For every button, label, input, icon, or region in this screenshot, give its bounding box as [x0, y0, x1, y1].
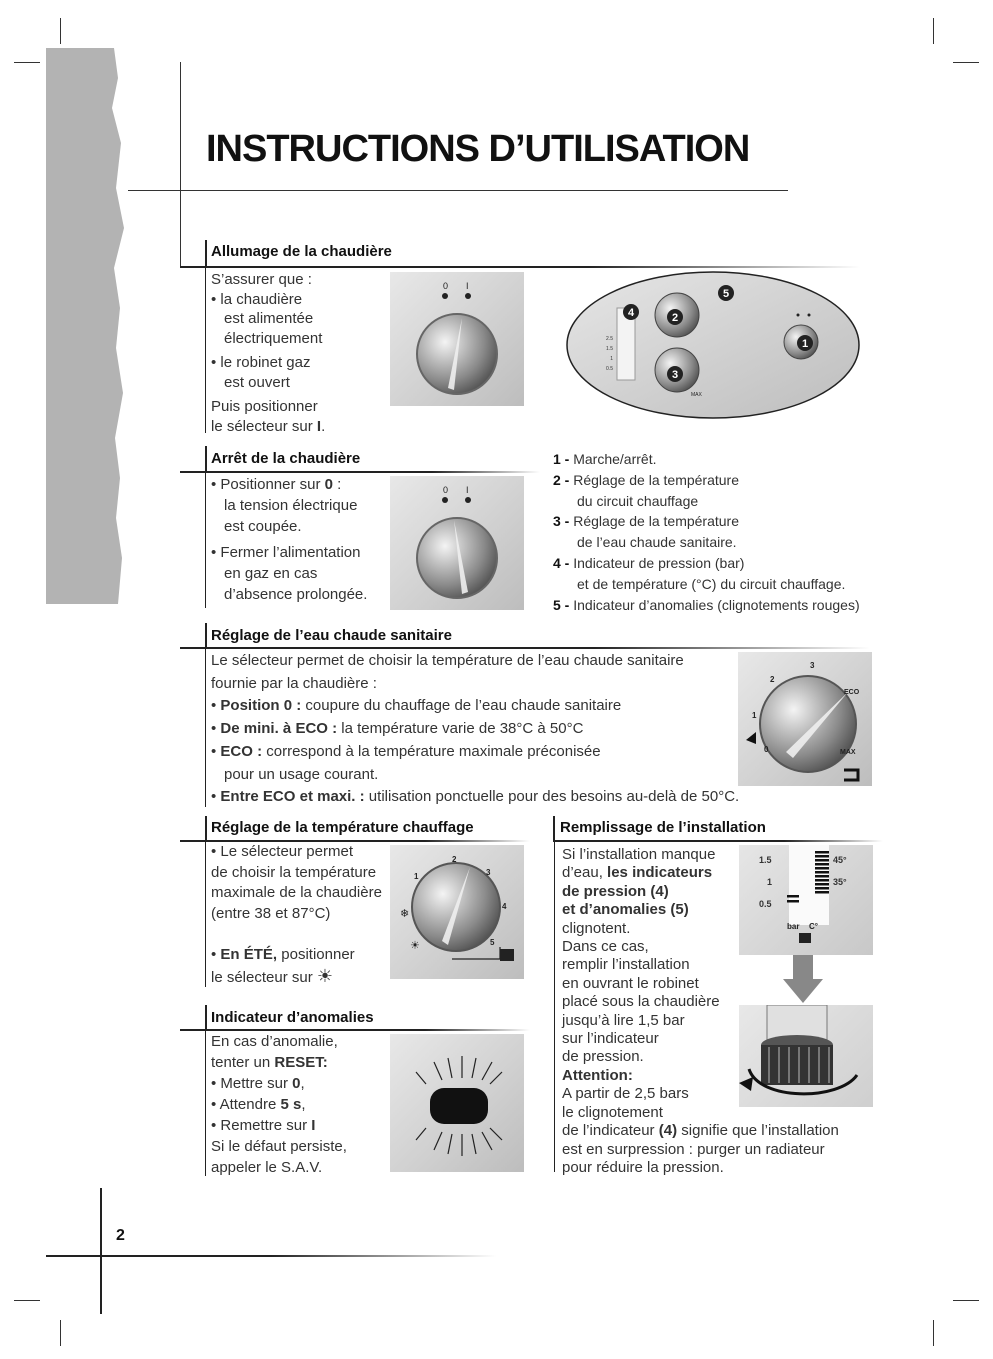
- eau-chaude-intro: fournie par la chaudière :: [211, 674, 377, 692]
- remplissage-line: jusqu’à lire 1,5 bar: [562, 1011, 685, 1029]
- allumage-line: est ouvert: [224, 373, 290, 391]
- allumage-line: S’assurer que :: [211, 271, 312, 288]
- page-title: INSTRUCTIONS D’UTILISATION: [206, 128, 750, 170]
- dial-label-on: I: [466, 281, 469, 291]
- heating-mark: 2: [452, 855, 457, 864]
- bullet-text: pour un usage courant.: [224, 765, 379, 783]
- allumage-line: • la chaudière: [211, 290, 303, 308]
- dhw-mark: 1: [752, 711, 757, 720]
- pressure-gauge-photo: [739, 845, 873, 955]
- temp-tick: 45°: [833, 855, 847, 865]
- remplissage-line: de l’indicateur: [562, 1122, 659, 1140]
- remplissage-line: est en surpression : purger un radiateur: [562, 1140, 825, 1158]
- side-decoration: [46, 48, 128, 604]
- crop-mark: [933, 1320, 934, 1346]
- arret-line: en gaz en cas: [224, 565, 318, 582]
- arret-heading: Arrêt de la chaudière: [211, 450, 361, 467]
- boiler-control-panel: [565, 270, 861, 420]
- anomalies-bold: I: [311, 1117, 316, 1134]
- remplissage-line: de pression.: [562, 1048, 644, 1066]
- badge-5: 5: [722, 288, 730, 300]
- section-vrule: [553, 816, 555, 842]
- dial-label-off: 0: [443, 485, 449, 495]
- heating-mark: 5: [490, 938, 495, 947]
- arret-value: 0: [324, 476, 333, 493]
- arret-line: la tension électrique: [224, 497, 358, 514]
- dhw-mark-eco: ECO: [844, 689, 860, 696]
- section-rule: [180, 266, 860, 268]
- filling-tap-photo: [739, 1005, 873, 1107]
- arret-line: • Fermer l’alimentation: [211, 544, 361, 561]
- dhw-mark-max: MAX: [840, 749, 856, 756]
- legend-item: 5 - Indicateur d’anomalies (clignotements rouges): [553, 596, 860, 613]
- anomalies-line: • Mettre sur: [211, 1075, 293, 1092]
- remplissage-bold: et d’anomalies (5): [562, 901, 689, 919]
- section-vrule: [205, 240, 207, 268]
- badge-3: 3: [671, 369, 679, 381]
- crop-mark: [60, 1320, 61, 1346]
- section-rule: [553, 840, 883, 842]
- title-vertical-rule: [180, 62, 181, 267]
- section-vrule: [205, 816, 207, 842]
- arret-line: d’absence prolongée.: [224, 586, 368, 603]
- remplissage-line: signifie que l’installation: [677, 1122, 839, 1140]
- remplissage-line: pour réduire la pression.: [562, 1158, 724, 1176]
- dhw-mark: 3: [810, 661, 815, 670]
- remplissage-line: Dans ce cas,: [562, 938, 649, 956]
- allumage-text: S’assurer que : • la chaudière est alimentée électriquement • le robinet gaz est ouvert Puis positionner le sélecteur sur I.: [211, 271, 326, 435]
- heating-mark: 3: [486, 868, 491, 877]
- dial-label-on: I: [466, 485, 469, 495]
- arrow-down-icon: [783, 955, 823, 1003]
- anomalies-line: ,: [301, 1096, 306, 1113]
- onoff-dial-photo-off: [390, 476, 524, 610]
- section-vrule: [205, 473, 206, 608]
- crop-mark: [14, 62, 40, 63]
- title-rule: [128, 190, 788, 191]
- panel-legend: [553, 449, 860, 615]
- remplissage-line: Si l’installation manque: [562, 846, 716, 863]
- arret-line: • Positionner sur: [211, 476, 325, 493]
- crop-mark: [60, 18, 61, 44]
- anomalies-text: [211, 1031, 347, 1178]
- anomalies-line: appeler le S.A.V.: [211, 1159, 323, 1176]
- eau-chaude-intro: Le sélecteur permet de choisir la température de l’eau chaude sanitaire: [211, 652, 684, 669]
- panel-gauge-tick: 0.5: [606, 366, 613, 372]
- anomalies-bold: RESET:: [274, 1054, 328, 1071]
- anomalies-line: ,: [300, 1075, 305, 1092]
- allumage-line: Puis positionner: [211, 398, 318, 415]
- unit-label: C°: [809, 922, 818, 931]
- bullet-text: utilisation ponctuelle pour des besoins au-delà de 50°C.: [364, 788, 740, 806]
- arret-line: :: [332, 476, 342, 493]
- remplissage-line: placé sous la chaudière: [562, 993, 720, 1011]
- legend-line: du circuit chauffage: [577, 492, 699, 509]
- ete-text: le sélecteur sur: [211, 968, 313, 986]
- arret-text: [211, 474, 367, 605]
- anomalies-line: • Attendre: [211, 1096, 281, 1113]
- section-rule: [180, 647, 870, 649]
- legend-item: 1 - Marche/arrêt.: [553, 451, 657, 467]
- radiator-icon: [500, 949, 514, 961]
- radiator-icon: [799, 933, 811, 943]
- dhw-mark: 0: [764, 745, 769, 754]
- remplissage-bold: les indicateurs: [607, 864, 713, 882]
- anomalies-line: • Remettre sur: [211, 1117, 312, 1134]
- section-vrule: [205, 623, 207, 649]
- section-vrule: [205, 1005, 207, 1031]
- anomalies-line: En cas d’anomalie,: [211, 1033, 338, 1050]
- anomalies-heading: Indicateur d’anomalies: [211, 1009, 374, 1026]
- crop-mark: [933, 18, 934, 44]
- pressure-tick: 0.5: [759, 899, 772, 909]
- footer-vrule: [100, 1188, 102, 1314]
- panel-gauge-tick: 1: [610, 356, 613, 362]
- crop-mark: [14, 1300, 40, 1301]
- section-vrule: [205, 1031, 206, 1176]
- allumage-heading: Allumage de la chaudière: [211, 243, 392, 260]
- heating-mark: 1: [414, 872, 419, 881]
- bullet-label: Position 0 :: [220, 697, 302, 715]
- footer-rule: [46, 1255, 496, 1257]
- badge-2: 2: [671, 312, 679, 324]
- temp-tick: 35°: [833, 877, 847, 887]
- bullet-label: De mini. à ECO :: [220, 720, 338, 738]
- pressure-tick: 1.5: [759, 855, 772, 865]
- heating-dial-photo: [390, 845, 524, 979]
- bullet-text: la température varie de 38°C à 50°C: [337, 720, 584, 738]
- legend-item: 2 - Réglage de la température: [553, 471, 740, 488]
- anomalies-bold: 0: [292, 1075, 301, 1092]
- eau-chaude-text: Le sélecteur permet de choisir la température de l’eau chaude sanitaire fournie par la chaudière : • Position 0 : coupure du chauffage de l’eau chaude sanitaire • De mini. à ECO : la température varie de 38°C à 50°C • ECO : correspond à la température maximale préconisée pour un usage courant. • Entre ECO et maxi. : utilisation ponctuelle pour des besoins au-delà de 50°C.: [211, 652, 740, 806]
- dhw-dial-photo: [738, 652, 872, 786]
- legend-item: 4 - Indicateur de pression (bar): [553, 554, 745, 571]
- allumage-line: • le robinet gaz: [211, 354, 311, 371]
- section-vrule: [205, 446, 207, 473]
- crop-mark: [953, 62, 979, 63]
- allumage-line: le sélecteur sur: [211, 417, 317, 435]
- allumage-line: électriquement: [224, 329, 323, 347]
- panel-gauge-tick: 1.5: [606, 346, 613, 352]
- heating-mark: 4: [502, 902, 507, 911]
- section-rule: [180, 471, 540, 473]
- chauffage-line: maximale de la chaudière: [211, 884, 382, 902]
- remplissage-heading: Remplissage de l’installation: [560, 819, 766, 836]
- remplissage-line: en ouvrant le robinet: [562, 974, 699, 992]
- remplissage-bold: (4): [658, 1122, 678, 1140]
- remplissage-line: le clignotement: [562, 1103, 663, 1121]
- unit-label: bar: [787, 922, 800, 931]
- panel-gauge-tick: 2.5: [606, 336, 613, 342]
- remplissage-bold: de pression (4): [562, 882, 669, 900]
- remplissage-line: clignotent.: [562, 919, 631, 937]
- onoff-dial-photo: [390, 272, 524, 406]
- legend-item: 3 - Réglage de la température: [553, 513, 740, 530]
- sun-icon: ☀: [316, 965, 334, 986]
- remplissage-line: sur l’indicateur: [562, 1030, 659, 1048]
- arret-line: est coupée.: [224, 518, 302, 535]
- badge-1: 1: [801, 338, 809, 350]
- crop-mark: [953, 1300, 979, 1301]
- pressure-tick: 1: [767, 877, 773, 887]
- dial-label-off: 0: [443, 281, 449, 291]
- section-vrule: [205, 842, 206, 987]
- section-vrule: [205, 268, 206, 433]
- tap-icon: [746, 732, 756, 744]
- allumage-line: est alimentée: [224, 310, 314, 327]
- legend-line: de l’eau chaude sanitaire.: [577, 534, 737, 551]
- bullet-label: Entre ECO et maxi. :: [220, 788, 365, 806]
- ete-text: positionner: [277, 945, 355, 963]
- anomalies-line: tenter un: [211, 1054, 275, 1071]
- chauffage-line: • Le sélecteur permet: [211, 843, 353, 860]
- chauffage-text: • Le sélecteur permet de choisir la température maximale de la chaudière (entre 38 et 87°C) • En ÉTÉ, positionner le sélecteur sur ☀: [211, 843, 382, 986]
- page-number: 2: [116, 1227, 125, 1244]
- tap-icon: [844, 770, 858, 780]
- dhw-mark: 2: [770, 675, 775, 684]
- remplissage-line: A partir de 2,5 bars: [562, 1085, 689, 1103]
- remplissage-line: d’eau,: [562, 864, 608, 882]
- legend-line: et de température (°C) du circuit chauffage.: [577, 575, 846, 592]
- attention-label: Attention:: [562, 1066, 633, 1084]
- chauffage-line: de choisir la température: [211, 863, 377, 881]
- ete-label: En ÉTÉ,: [220, 945, 278, 963]
- sun-icon: ☀: [410, 939, 420, 952]
- blinking-led: [430, 1088, 488, 1124]
- snowflake-icon: ❄: [400, 907, 410, 920]
- chauffage-line: (entre 38 et 87°C): [211, 905, 331, 923]
- anomalies-line: Si le défaut persiste,: [211, 1138, 347, 1155]
- remplissage-line: remplir l’installation: [562, 956, 690, 974]
- section-vrule: [205, 649, 206, 807]
- anomalies-bold: 5 s: [280, 1096, 302, 1113]
- bullet-text: correspond à la température maximale préconisée: [262, 742, 601, 760]
- chauffage-heading: Réglage de la température chauffage: [211, 819, 474, 836]
- section-vrule: [554, 842, 555, 1172]
- bullet-label: ECO :: [220, 742, 263, 760]
- badge-4: 4: [627, 307, 635, 319]
- allumage-selector-value: I: [316, 417, 322, 435]
- panel-max-label: MAX: [691, 392, 702, 398]
- fault-indicator-photo: [390, 1034, 524, 1172]
- bullet-text: coupure du chauffage de l’eau chaude sanitaire: [301, 697, 622, 715]
- eau-chaude-heading: Réglage de l’eau chaude sanitaire: [211, 627, 452, 644]
